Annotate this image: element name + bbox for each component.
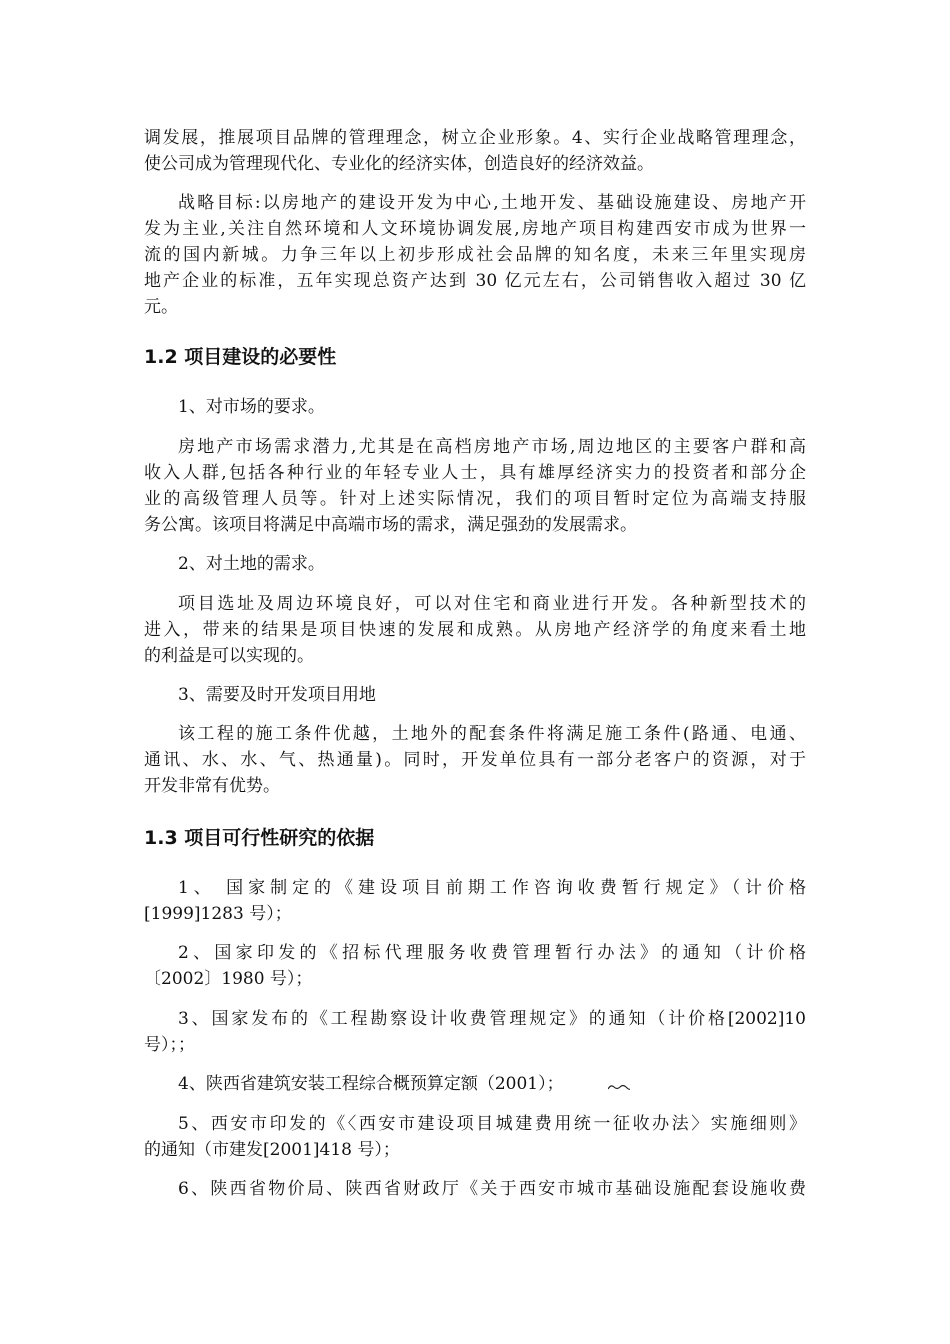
- item-1-line-4: 务公寓。该项目将满足中高端市场的需求，满足强劲的发展需求。: [144, 515, 637, 535]
- ref-6-line-1: 6、陕西省物价局、陕西省财政厅《关于西安市城市基础设施配套设施收费: [178, 1179, 806, 1199]
- section-heading-1-3: 1.3 项目可行性研究的依据: [144, 827, 375, 849]
- item-1-title: 1、对市场的要求。: [178, 397, 325, 417]
- ref-2-line-1: 2、国家印发的《招标代理服务收费管理暂行办法》的通知（计价格: [178, 943, 806, 963]
- ref-1-line-1: 1、 国家制定的《建设项目前期工作咨询收费暂行规定》（计价格: [178, 878, 806, 898]
- item-3-title: 3、需要及时开发项目用地: [178, 685, 376, 705]
- item-1-line-1: 房地产市场需求潜力,尤其是在高档房地产市场,周边地区的主要客户群和高: [178, 437, 806, 457]
- item-2-line-3: 的利益是可以实现的。: [144, 646, 314, 666]
- section-heading-1-2: 1.2 项目建设的必要性: [144, 346, 337, 368]
- ref-5-line-1: 5、西安市印发的《〈西安市建设项目城建费用统一征收办法〉实施细则》: [178, 1114, 806, 1134]
- item-1-line-2: 收入人群,包括各种行业的年轻专业人士，具有雄厚经济实力的投资者和部分企: [144, 463, 806, 483]
- strategy-line-4: 地产企业的标准，五年实现总资产达到 30 亿元左右，公司销售收入超过 30 亿: [144, 271, 806, 291]
- strategy-line-5: 元。: [144, 297, 178, 317]
- spellcheck-squiggle: [608, 1084, 630, 1090]
- ref-3-line-1: 3、国家发布的《工程勘察设计收费管理规定》的通知（计价格[2002]10: [178, 1009, 806, 1029]
- item-2-line-1: 项目选址及周边环境良好，可以对住宅和商业进行开发。各种新型技术的: [178, 594, 806, 614]
- ref-4-line-1: 4、陕西省建筑安装工程综合概预算定额（2001）；: [178, 1074, 564, 1094]
- ref-1-line-2: [1999]1283 号）；: [144, 904, 292, 924]
- item-3-line-2: 通讯、水、水、气、热通量)。同时，开发单位具有一部分老客户的资源，对于: [144, 750, 806, 770]
- item-2-line-2: 进入，带来的结果是项目快速的发展和成熟。从房地产经济学的角度来看土地: [144, 620, 806, 640]
- ref-3-line-2: 号）；；: [144, 1035, 195, 1055]
- ref-5-line-2: 的通知（市建发[2001]418 号）；: [144, 1140, 400, 1160]
- strategy-line-2: 发为主业,关注自然环境和人文环境协调发展,房地产项目构建西安市成为世界一: [144, 219, 806, 239]
- ref-2-line-2: 〔2002〕1980 号）；: [144, 969, 313, 989]
- item-2-title: 2、对土地的需求。: [178, 554, 325, 574]
- intro-line-1: 调发展，推展项目品牌的管理理念，树立企业形象。4、实行企业战略管理理念，: [144, 128, 806, 148]
- strategy-line-1: 战略目标:以房地产的建设开发为中心,土地开发、基础设施建设、房地产开: [178, 193, 806, 213]
- item-3-line-3: 开发非常有优势。: [144, 776, 280, 796]
- intro-line-2: 使公司成为管理现代化、专业化的经济实体，创造良好的经济效益。: [144, 154, 654, 174]
- item-1-line-3: 业的高级管理人员等。针对上述实际情况，我们的项目暂时定位为高端支持服: [144, 489, 806, 509]
- strategy-line-3: 流的国内新城。力争三年以上初步形成社会品牌的知名度，未来三年里实现房: [144, 245, 806, 265]
- item-3-line-1: 该工程的施工条件优越，土地外的配套条件将满足施工条件(路通、电通、: [178, 724, 806, 744]
